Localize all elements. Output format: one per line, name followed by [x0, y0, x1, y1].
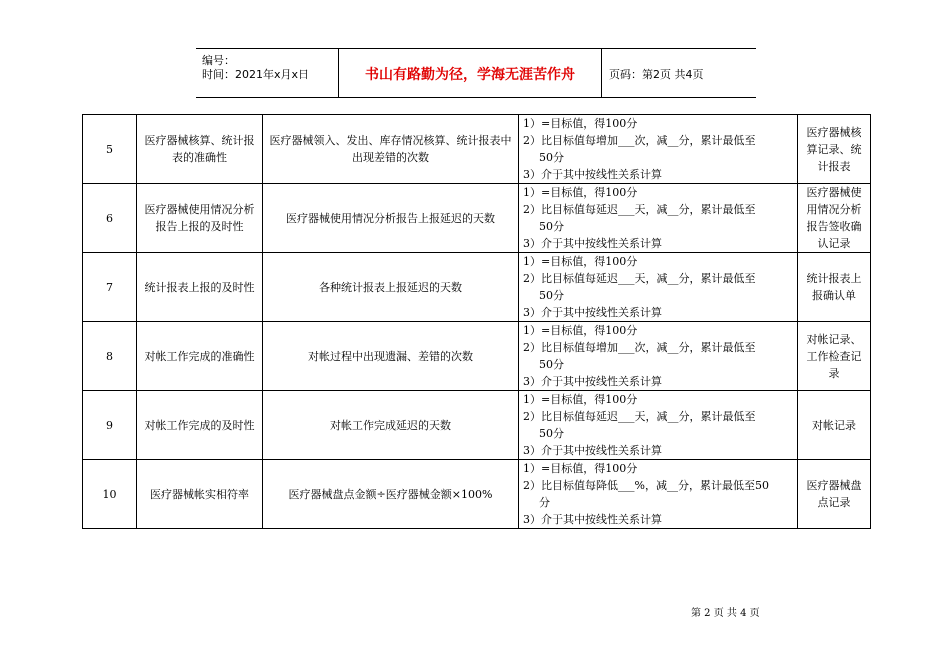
kpi-item: 医疗器械核算、统计报表的准确性	[137, 115, 263, 184]
scoring-rule-line: 3）介于其中按线性关系计算	[523, 375, 662, 388]
scoring-rule-line: 3）介于其中按线性关系计算	[523, 168, 662, 181]
data-source: 医疗器械核算记录、统计报表	[798, 115, 871, 184]
row-number: 6	[83, 184, 137, 253]
kpi-item: 统计报表上报的及时性	[137, 253, 263, 322]
scoring-rule-line: 3）介于其中按线性关系计算	[523, 306, 662, 319]
scoring-rule	[519, 184, 798, 253]
table-row	[83, 391, 871, 460]
kpi-table	[82, 114, 871, 529]
row-number: 9	[83, 391, 137, 460]
scoring-rule	[519, 253, 798, 322]
scoring-rule-line: 50分	[539, 151, 564, 164]
scoring-rule-line: 1）=目标值，得100分	[523, 393, 638, 406]
scoring-rule-line: 50分	[539, 220, 564, 233]
kpi-definition: 各种统计报表上报延迟的天数	[263, 253, 519, 322]
scoring-rule-line: 50分	[539, 358, 564, 371]
row-number: 8	[83, 322, 137, 391]
table-row	[83, 184, 871, 253]
data-source: 对帐记录、工作检查记录	[798, 322, 871, 391]
row-number: 7	[83, 253, 137, 322]
table-row	[83, 322, 871, 391]
header-page-label: 页码：第2页 共4页	[609, 68, 704, 81]
scoring-rule	[519, 115, 798, 184]
kpi-definition: 医疗器械领入、发出、库存情况核算、统计报表中出现差错的次数	[263, 115, 519, 184]
scoring-rule-line: 3）介于其中按线性关系计算	[523, 444, 662, 457]
scoring-rule-line: 50分	[539, 289, 564, 302]
data-source: 对帐记录	[798, 391, 871, 460]
data-source: 统计报表上报确认单	[798, 253, 871, 322]
kpi-item: 对帐工作完成的及时性	[137, 391, 263, 460]
kpi-table-body	[83, 115, 871, 529]
scoring-rule	[519, 460, 798, 529]
kpi-definition: 医疗器械使用情况分析报告上报延迟的天数	[263, 184, 519, 253]
header-motto-cell	[339, 49, 602, 97]
data-source: 医疗器械盘点记录	[798, 460, 871, 529]
scoring-rule-line: 2）比目标值每增加___次，减__分，累计最低至	[523, 134, 756, 147]
table-row	[83, 460, 871, 529]
scoring-rule	[519, 322, 798, 391]
kpi-item: 医疗器械帐实相符率	[137, 460, 263, 529]
scoring-rule-line: 1）=目标值，得100分	[523, 255, 638, 268]
scoring-rule	[519, 391, 798, 460]
scoring-rule-line: 2）比目标值每降低___%，减__分，累计最低至50	[523, 479, 769, 492]
scoring-rule-line: 2）比目标值每延迟___天，减__分，累计最低至	[523, 203, 756, 216]
motto-text: 书山有路勤为径，学海无涯苦作舟	[365, 67, 575, 83]
row-number: 10	[83, 460, 137, 529]
code-label: 编号：	[202, 54, 235, 67]
kpi-definition: 医疗器械盘点金额÷医疗器械金额×100%	[263, 460, 519, 529]
header-meta-cell	[196, 49, 339, 97]
table-row	[83, 115, 871, 184]
row-number: 5	[83, 115, 137, 184]
kpi-item: 医疗器械使用情况分析报告上报的及时性	[137, 184, 263, 253]
kpi-definition: 对帐过程中出现遗漏、差错的次数	[263, 322, 519, 391]
scoring-rule-line: 3）介于其中按线性关系计算	[523, 513, 662, 526]
table-row	[83, 253, 871, 322]
kpi-item: 对帐工作完成的准确性	[137, 322, 263, 391]
scoring-rule-line: 1）=目标值，得100分	[523, 462, 638, 475]
time-label: 时间：2021年x月x日	[202, 68, 310, 81]
footer-page-number: 第 2 页 共 4 页	[691, 608, 760, 619]
scoring-rule-line: 1）=目标值，得100分	[523, 186, 638, 199]
scoring-rule-line: 1）=目标值，得100分	[523, 117, 638, 130]
scoring-rule-line: 分	[539, 496, 550, 509]
scoring-rule-line: 50分	[539, 427, 564, 440]
scoring-rule-line: 2）比目标值每增加___次，减__分，累计最低至	[523, 341, 756, 354]
scoring-rule-line: 1）=目标值，得100分	[523, 324, 638, 337]
kpi-definition: 对帐工作完成延迟的天数	[263, 391, 519, 460]
scoring-rule-line: 2）比目标值每延迟___天，减__分，累计最低至	[523, 272, 756, 285]
page-header	[196, 48, 756, 98]
scoring-rule-line: 3）介于其中按线性关系计算	[523, 237, 662, 250]
scoring-rule-line: 2）比目标值每延迟___天，减__分，累计最低至	[523, 410, 756, 423]
data-source: 医疗器械使用情况分析报告签收确认记录	[798, 184, 871, 253]
